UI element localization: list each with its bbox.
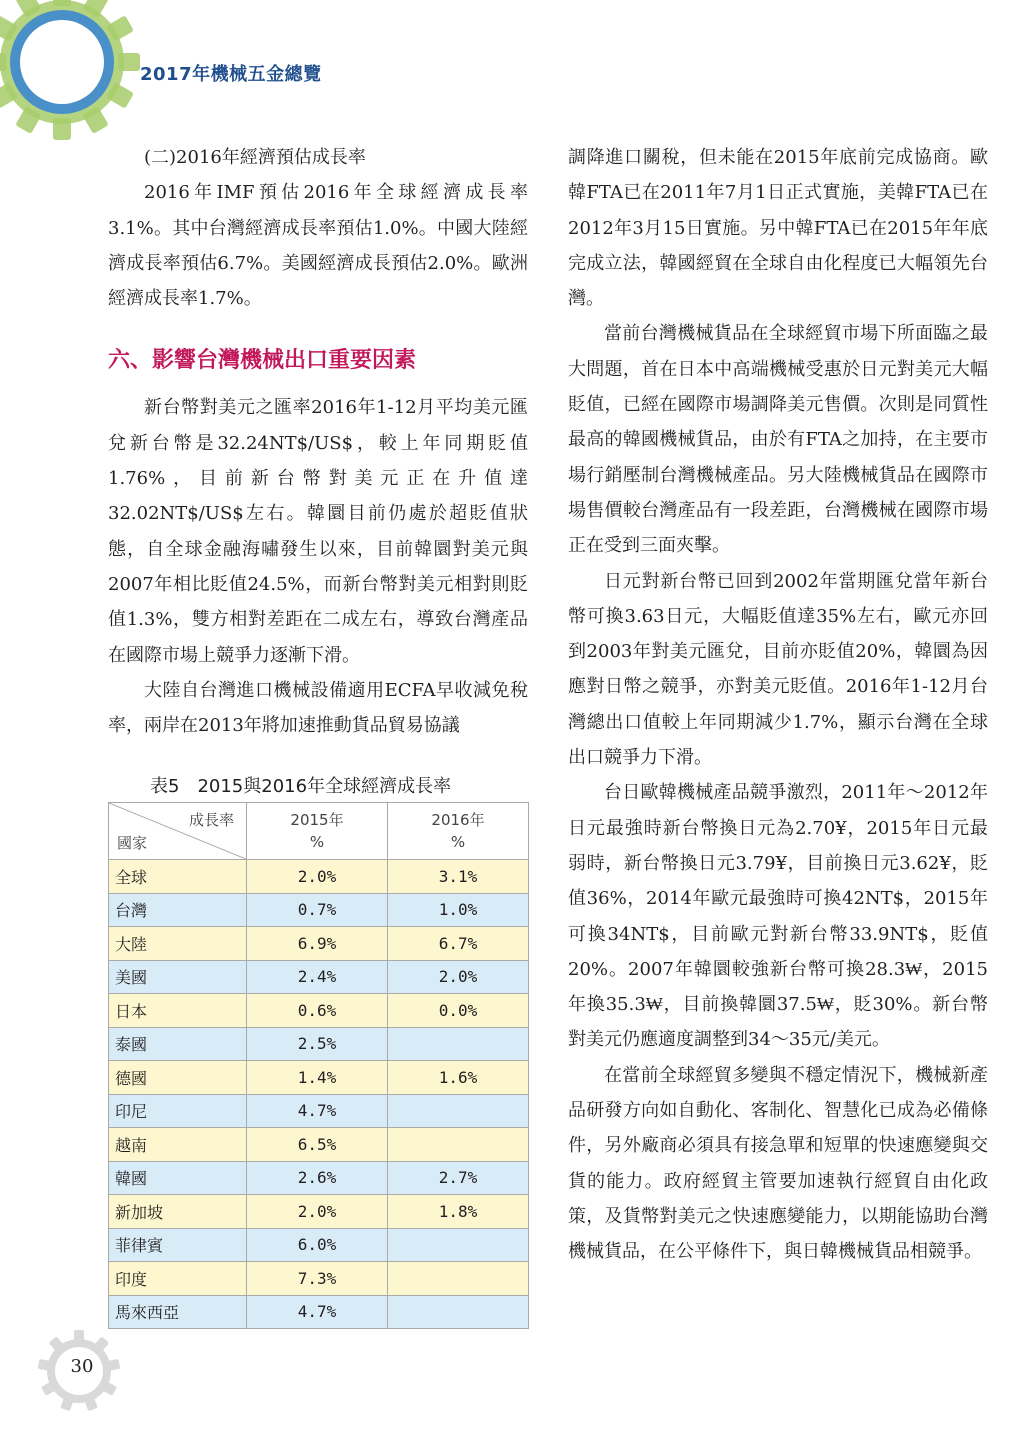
value-2015-cell: 0.6% [247,994,388,1028]
value-2015-cell: 2.5% [247,1027,388,1061]
country-cell: 德國 [109,1061,247,1095]
table-row [109,893,529,927]
country-cell: 印尼 [109,1094,247,1128]
table-row [109,1061,529,1095]
value-2016-cell: 6.7% [388,927,529,961]
value-2015-cell: 4.7% [247,1094,388,1128]
left-column [108,140,528,743]
column-header-2015: 2015年 % [247,803,388,860]
table-caption: 表5 2015與2016年全球經濟成長率 [150,776,452,797]
value-2016-cell [388,1228,529,1262]
value-2015-cell: 6.0% [247,1228,388,1262]
value-2016-cell [388,1295,529,1329]
country-cell: 馬來西亞 [109,1295,247,1329]
subsection-heading: (二)2016年經濟預估成長率 [144,147,366,168]
page-number: 30 [70,1356,94,1377]
country-cell: 新加坡 [109,1195,247,1229]
table-row [109,927,529,961]
country-cell: 印度 [109,1262,247,1296]
value-2016-cell: 2.0% [388,960,529,994]
right-column [568,140,988,1270]
value-2015-cell: 7.3% [247,1262,388,1296]
value-2016-cell [388,1094,529,1128]
table-row [109,1161,529,1195]
value-2015-cell: 0.7% [247,893,388,927]
table-row [109,994,529,1028]
table-row [109,860,529,894]
country-cell: 全球 [109,860,247,894]
value-2015-cell: 1.4% [247,1061,388,1095]
corner-label-growth-rate: 成長率 [188,811,234,829]
value-2016-cell: 1.8% [388,1195,529,1229]
section-title: 六、影響台灣機械出口重要因素 [108,348,417,374]
value-2015-cell: 2.0% [247,860,388,894]
paragraph: 2016年IMF預估2016年全球經濟成長率3.1%。其中台灣經濟成長率預估1.0%。中國大陸經濟成長率預估6.7%。美國經濟成長預估2.0%。歐洲經濟成長率1.7%。 [108,182,528,310]
value-2016-cell [388,1128,529,1162]
country-cell: 泰國 [109,1027,247,1061]
growth-rate-table [108,802,529,1329]
country-cell: 越南 [109,1128,247,1162]
value-2015-cell: 4.7% [247,1295,388,1329]
value-2016-cell: 3.1% [388,860,529,894]
value-2016-cell [388,1027,529,1061]
country-cell: 菲律賓 [109,1228,247,1262]
paragraph: 當前台灣機械貨品在全球經貿市場下所面臨之最大問題，首在日本中高端機械受惠於日元對美元大幅貶值，已經在國際市場調降美元售價。次則是同質性最高的韓國機械貨品，由於有FTA之加持，在主要市場行銷壓制台灣機械產品。另大陸機械貨品在國際市場售價較台灣產品有一段差距，台灣機械在國際市場正在受到三面夾擊。 [568,323,988,557]
table-row [109,960,529,994]
value-2015-cell: 2.0% [247,1195,388,1229]
value-2016-cell: 0.0% [388,994,529,1028]
value-2016-cell: 1.0% [388,893,529,927]
paragraph: 在當前全球經貿多變與不穩定情況下，機械新產品研發方向如自動化、客制化、智慧化已成為必備條件，另外廠商必須具有接急單和短單的快速應變與交貨的能力。政府經貿主管要加速執行經貿自由化政策，及貨幣對美元之快速應變能力，以期能協助台灣機械貨品，在公平條件下，與日韓機械貨品相競爭。 [568,1064,988,1263]
value-2015-cell: 2.4% [247,960,388,994]
table-row [109,1295,529,1329]
table-row [109,1027,529,1061]
paragraph: 台日歐韓機械產品競爭激烈，2011年～2012年日元最強時新台幣換日元為2.70¥，2015年日元最弱時，新台幣換日元3.79¥，目前換日元3.62¥，貶值36%，2014年歐元最強時可換42NT$，2015年可換34NT$，目前歐元對新台幣33.9NT$，貶值20%。2007年韓圜較強新台幣可換28.3₩，2015年換35.3₩，目前換韓圜37.5₩，貶30%。新台幣對美元仍應適度調整到34～35元/美元。 [568,782,988,1051]
value-2016-cell: 1.6% [388,1061,529,1095]
corner-label-country: 國家 [117,834,148,852]
country-cell: 美國 [109,960,247,994]
table-header-row [109,803,529,860]
table-row [109,1128,529,1162]
gear-decoration-icon [0,0,150,150]
table-row [109,1094,529,1128]
country-cell: 台灣 [109,893,247,927]
country-cell: 日本 [109,994,247,1028]
value-2016-cell: 2.7% [388,1161,529,1195]
country-cell: 大陸 [109,927,247,961]
table-row [109,1195,529,1229]
column-header-2016: 2016年 % [388,803,529,860]
table-row [109,1228,529,1262]
value-2015-cell: 6.9% [247,927,388,961]
value-2015-cell: 6.5% [247,1128,388,1162]
publication-title: 2017年機械五金總覽 [140,64,322,85]
corner-header-cell [109,803,247,860]
paragraph: 日元對新台幣已回到2002年當期匯兌當年新台幣可換3.63日元，大幅貶值達35%左右，歐元亦回到2003年對美元匯兌，目前亦貶值20%，韓圜為因應對日幣之競爭，亦對美元貶值。2016年1-12月台灣總出口值較上年同期減少1.7%，顯示台灣在全球出口競爭力下滑。 [568,570,988,769]
table-row [109,1262,529,1296]
country-cell: 韓國 [109,1161,247,1195]
value-2015-cell: 2.6% [247,1161,388,1195]
paragraph: 大陸自台灣進口機械設備適用ECFA早收減免稅率，兩岸在2013年將加速推動貨品貿易協議 [108,679,528,737]
paragraph: 調降進口關稅，但未能在2015年底前完成協商。歐韓FTA已在2011年7月1日正式實施，美韓FTA已在2012年3月15日實施。另中韓FTA已在2015年年底完成立法，韓國經貿在全球自由化程度已大幅領先台灣。 [568,147,988,310]
value-2016-cell [388,1262,529,1296]
paragraph: 新台幣對美元之匯率2016年1-12月平均美元匯兌新台幣是32.24NT$/US$，較上年同期貶值1.76%，目前新台幣對美元正在升值達32.02NT$/US$左右。韓圜目前仍處於超貶值狀態，自全球金融海嘯發生以來，目前韓圜對美元與2007年相比貶值24.5%，而新台幣對美元相對則貶值1.3%，雙方相對差距在二成左右，導致台灣產品在國際市場上競爭力逐漸下滑。 [108,397,528,666]
